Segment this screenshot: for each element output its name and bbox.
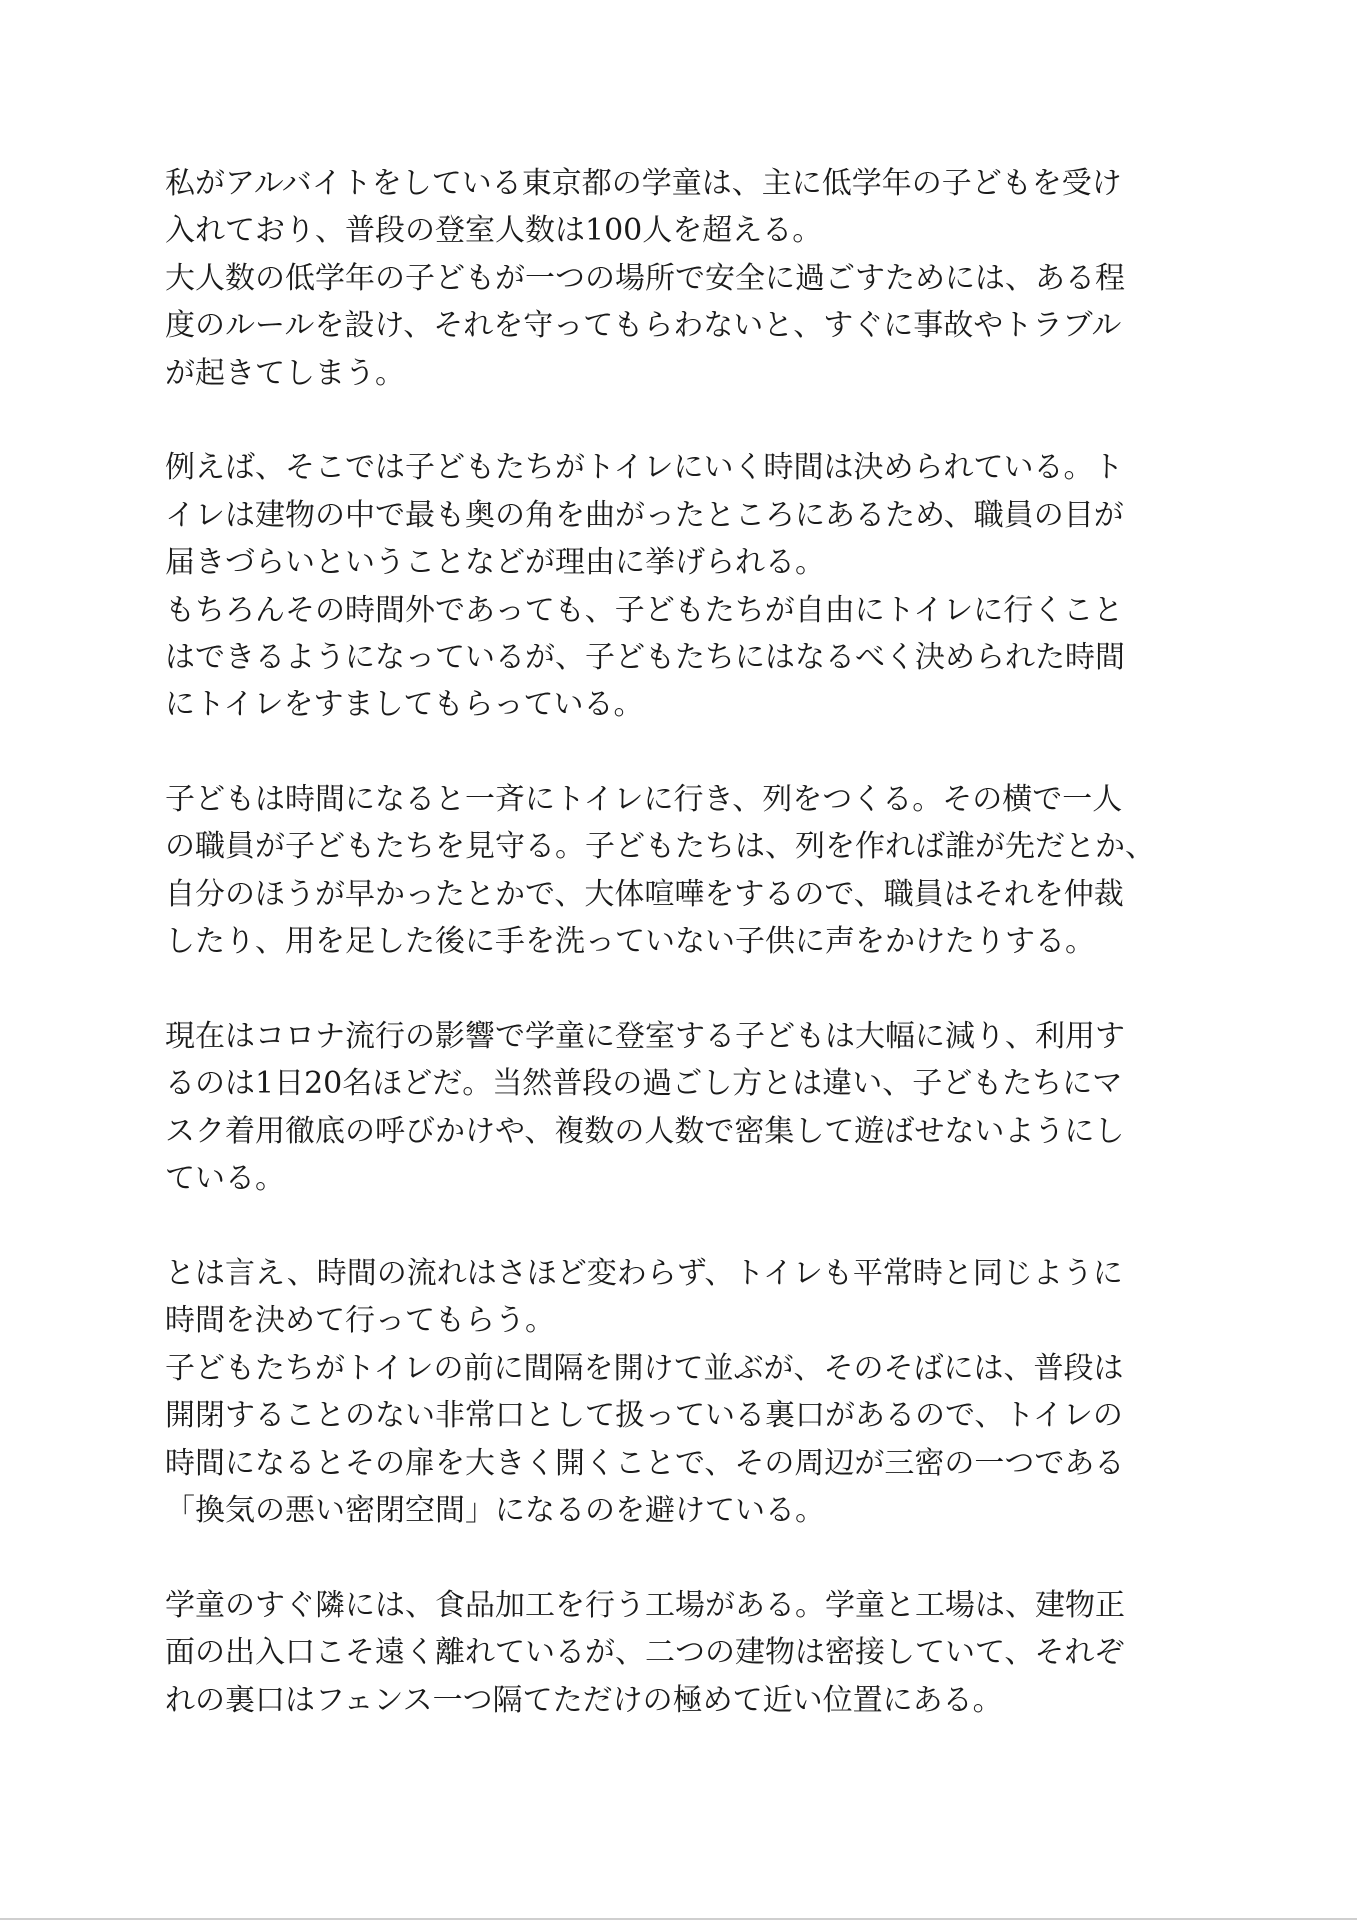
paragraph-gap bbox=[165, 397, 1195, 444]
paragraph bbox=[165, 1582, 1195, 1724]
text-line: にトイレをすましてもらっている。 bbox=[165, 687, 644, 723]
document-body bbox=[165, 160, 1195, 1724]
paragraph bbox=[165, 160, 1195, 397]
text-line: れの裏口はフェンス一つ隔てただけの極めて近い位置にある。 bbox=[165, 1682, 1003, 1718]
text-line: 子どもは時間になると一斉にトイレに行き、列をつくる。その横で一人 bbox=[165, 782, 1123, 818]
text-line: 大人数の低学年の子どもが一つの場所で安全に過ごすためには、ある程 bbox=[165, 260, 1125, 296]
paragraph-gap bbox=[165, 729, 1195, 776]
paragraph bbox=[165, 776, 1195, 966]
text-line: 開閉することのない非常口として扱っている裏口があるので、トイレの bbox=[165, 1398, 1123, 1434]
text-line: の職員が子どもたちを見守る。子どもたちは、列を作れば誰が先だとか、 bbox=[165, 829, 1155, 865]
text-line: したり、用を足した後に手を洗っていない子供に声をかけたりする。 bbox=[165, 924, 1095, 960]
text-line: イレは建物の中で最も奥の角を曲がったところにあるため、職員の目が bbox=[165, 497, 1124, 533]
text-line: はできるようになっているが、子どもたちにはなるべく決められた時間 bbox=[165, 639, 1125, 675]
text-line: ている。 bbox=[165, 1161, 285, 1197]
text-line: もちろんその時間外であっても、子どもたちが自由にトイレに行くこと bbox=[165, 592, 1124, 628]
text-line: が起きてしまう。 bbox=[165, 355, 405, 391]
text-line: 「換気の悪い密閉空間」になるのを避けている。 bbox=[165, 1492, 825, 1528]
text-line: るのは1日20名ほどだ。当然普段の過ごし方とは違い、子どもたちにマ bbox=[165, 1066, 1123, 1102]
text-line: 時間になるとその扉を大きく開くことで、その周辺が三密の一つである bbox=[165, 1445, 1125, 1481]
text-line: 私がアルバイトをしている東京都の学童は、主に低学年の子どもを受け bbox=[165, 166, 1122, 201]
text-line: 子どもたちがトイレの前に間隔を開けて並ぶが、そのそばには、普段は bbox=[165, 1350, 1124, 1386]
text-line: 面の出入口こそ遠く離れているが、二つの建物は密接していて、それぞ bbox=[165, 1635, 1125, 1671]
text-line: 入れており、普段の登室人数は100人を超える。 bbox=[165, 213, 823, 249]
text-line: 例えば、そこでは子どもたちがトイレにいく時間は決められている。ト bbox=[165, 450, 1124, 486]
text-line: 届きづらいということなどが理由に挙げられる。 bbox=[165, 545, 825, 581]
text-line: 学童のすぐ隣には、食品加工を行う工場がある。学童と工場は、建物正 bbox=[165, 1587, 1125, 1623]
paragraph-gap bbox=[165, 966, 1195, 1013]
text-line: スク着用徹底の呼びかけや、複数の人数で密集して遊ばせないようにし bbox=[165, 1113, 1125, 1149]
paragraph bbox=[165, 444, 1195, 728]
paragraph bbox=[165, 1250, 1195, 1534]
text-line: 現在はコロナ流行の影響で学童に登室する子どもは大幅に減り、利用す bbox=[165, 1019, 1125, 1055]
text-line: 自分のほうが早かったとかで、大体喧嘩をするので、職員はそれを仲裁 bbox=[165, 876, 1124, 912]
text-line: とは言え、時間の流れはさほど変わらず、トイレも平常時と同じように bbox=[165, 1255, 1123, 1291]
paragraph-gap bbox=[165, 1203, 1195, 1250]
text-line: 時間を決めて行ってもらう。 bbox=[165, 1303, 555, 1339]
paragraph-gap bbox=[165, 1534, 1195, 1581]
text-line: 度のルールを設け、それを守ってもらわないと、すぐに事故やトラブル bbox=[165, 308, 1122, 344]
paragraph bbox=[165, 1013, 1195, 1203]
